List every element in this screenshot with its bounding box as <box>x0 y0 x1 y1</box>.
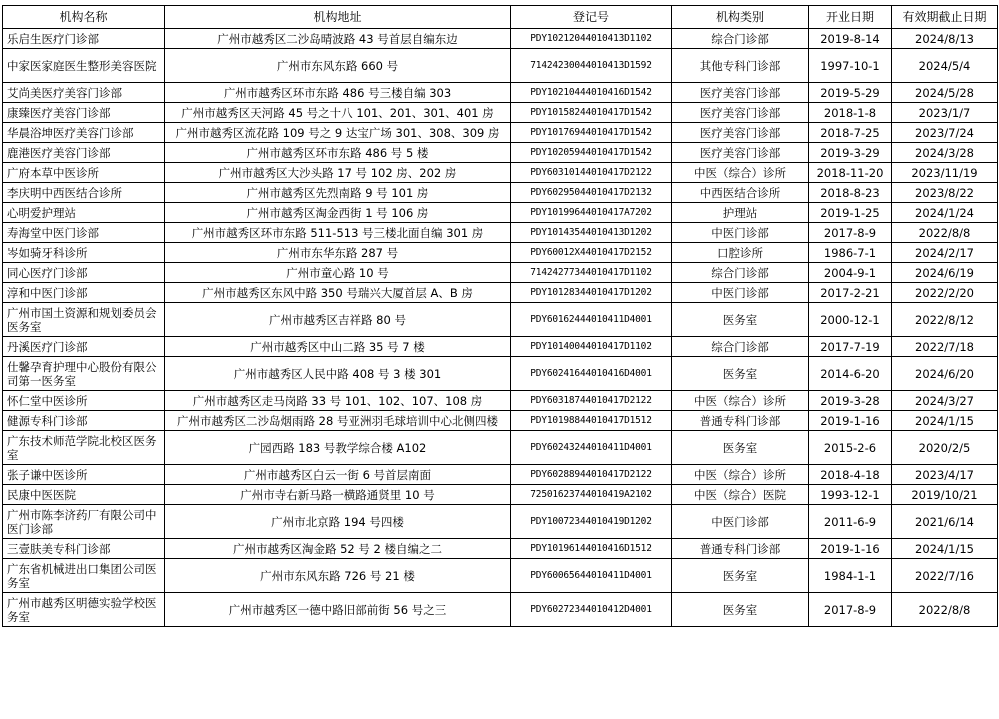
cell-registration-number: PDY10140044010417D1102 <box>511 337 672 357</box>
cell-opening-date: 2019-1-16 <box>809 411 892 431</box>
cell-expiry-date: 2024/2/17 <box>892 243 998 263</box>
cell-institution-name: 鹿港医疗美容门诊部 <box>3 143 165 163</box>
cell-address: 广州市东风东路 726 号 21 楼 <box>165 559 511 593</box>
cell-category: 口腔诊所 <box>672 243 809 263</box>
cell-category: 中医（综合）医院 <box>672 485 809 505</box>
cell-institution-name: 广州市陈李济药厂有限公司中医门诊部 <box>3 505 165 539</box>
cell-address: 广州市越秀区白云一街 6 号首层南面 <box>165 465 511 485</box>
cell-registration-number: 71424230044010413D1592 <box>511 49 672 83</box>
cell-institution-name: 广州市国土资源和规划委员会医务室 <box>3 303 165 337</box>
cell-opening-date: 2019-1-25 <box>809 203 892 223</box>
cell-expiry-date: 2024/3/27 <box>892 391 998 411</box>
cell-category: 医务室 <box>672 559 809 593</box>
cell-institution-name: 中家医家庭医生整形美容医院 <box>3 49 165 83</box>
table-row <box>3 431 998 465</box>
cell-registration-number: PDY10198844010417D1512 <box>511 411 672 431</box>
header-expiry-date: 有效期截止日期 <box>892 6 998 29</box>
cell-registration-number: PDY60295044010417D2132 <box>511 183 672 203</box>
cell-institution-name: 同心医疗门诊部 <box>3 263 165 283</box>
clinic-registry-table <box>2 5 998 627</box>
cell-expiry-date: 2023/7/24 <box>892 123 998 143</box>
cell-category: 医务室 <box>672 593 809 627</box>
cell-address: 广州市越秀区流花路 109 号之 9 达宝广场 301、308、309 房 <box>165 123 511 143</box>
cell-opening-date: 2018-8-23 <box>809 183 892 203</box>
cell-opening-date: 2000-12-1 <box>809 303 892 337</box>
cell-category: 护理站 <box>672 203 809 223</box>
cell-registration-number: PDY10196144010416D1512 <box>511 539 672 559</box>
cell-expiry-date: 2023/4/17 <box>892 465 998 485</box>
table-row <box>3 29 998 49</box>
table-row <box>3 539 998 559</box>
cell-address: 广州市越秀区中山二路 35 号 7 楼 <box>165 337 511 357</box>
table-row <box>3 559 998 593</box>
cell-registration-number: 71424277344010417D1102 <box>511 263 672 283</box>
cell-opening-date: 2019-3-28 <box>809 391 892 411</box>
cell-address: 广园西路 183 号教学综合楼 A102 <box>165 431 511 465</box>
cell-expiry-date: 2022/2/20 <box>892 283 998 303</box>
cell-institution-name: 寿海堂中医门诊部 <box>3 223 165 243</box>
cell-opening-date: 2017-2-21 <box>809 283 892 303</box>
cell-expiry-date: 2022/7/18 <box>892 337 998 357</box>
cell-institution-name: 广州市越秀区明德实验学校医务室 <box>3 593 165 627</box>
table-row <box>3 223 998 243</box>
table-row <box>3 505 998 539</box>
cell-opening-date: 2017-8-9 <box>809 593 892 627</box>
cell-category: 中医（综合）诊所 <box>672 391 809 411</box>
table-header <box>3 6 998 29</box>
cell-address: 广州市越秀区天河路 45 号之十八 101、201、301、401 房 <box>165 103 511 123</box>
cell-registration-number: PDY10210444010416D1542 <box>511 83 672 103</box>
header-institution-category: 机构类别 <box>672 6 809 29</box>
cell-category: 医务室 <box>672 431 809 465</box>
cell-institution-name: 康臻医疗美容门诊部 <box>3 103 165 123</box>
cell-expiry-date: 2024/1/15 <box>892 411 998 431</box>
cell-address: 广州市越秀区二沙岛晴波路 43 号首层自编东边 <box>165 29 511 49</box>
cell-expiry-date: 2021/6/14 <box>892 505 998 539</box>
cell-institution-name: 仕馨孕育护理中心股份有限公司第一医务室 <box>3 357 165 391</box>
cell-opening-date: 2019-8-14 <box>809 29 892 49</box>
cell-institution-name: 心明爱护理站 <box>3 203 165 223</box>
cell-institution-name: 广东技术师范学院北校区医务室 <box>3 431 165 465</box>
cell-expiry-date: 2023/8/22 <box>892 183 998 203</box>
cell-expiry-date: 2019/10/21 <box>892 485 998 505</box>
cell-category: 中医门诊部 <box>672 505 809 539</box>
table-row <box>3 485 998 505</box>
cell-opening-date: 2019-5-29 <box>809 83 892 103</box>
cell-opening-date: 2004-9-1 <box>809 263 892 283</box>
table-row <box>3 357 998 391</box>
table-row <box>3 263 998 283</box>
table-row <box>3 391 998 411</box>
cell-registration-number: PDY60012X44010417D2152 <box>511 243 672 263</box>
table-body <box>3 29 998 627</box>
cell-category: 中西医结合诊所 <box>672 183 809 203</box>
cell-opening-date: 1997-10-1 <box>809 49 892 83</box>
cell-registration-number: PDY60162444010411D4001 <box>511 303 672 337</box>
cell-expiry-date: 2023/11/19 <box>892 163 998 183</box>
cell-registration-number: PDY10199644010417A7202 <box>511 203 672 223</box>
cell-institution-name: 怀仁堂中医诊所 <box>3 391 165 411</box>
cell-address: 广州市越秀区东风中路 350 号瑞兴大厦首层 A、B 房 <box>165 283 511 303</box>
table-row <box>3 337 998 357</box>
cell-category: 综合门诊部 <box>672 29 809 49</box>
cell-category: 医疗美容门诊部 <box>672 143 809 163</box>
cell-opening-date: 2019-3-29 <box>809 143 892 163</box>
cell-address: 广州市东风东路 660 号 <box>165 49 511 83</box>
cell-category: 普通专科门诊部 <box>672 411 809 431</box>
cell-address: 广州市东华东路 287 号 <box>165 243 511 263</box>
header-registration-number: 登记号 <box>511 6 672 29</box>
cell-address: 广州市越秀区环市东路 511-513 号三楼北面自编 301 房 <box>165 223 511 243</box>
cell-category: 普通专科门诊部 <box>672 539 809 559</box>
cell-address: 广州市越秀区吉祥路 80 号 <box>165 303 511 337</box>
cell-address: 广州市越秀区淘金西街 1 号 106 房 <box>165 203 511 223</box>
cell-institution-name: 张子谦中医诊所 <box>3 465 165 485</box>
cell-category: 综合门诊部 <box>672 263 809 283</box>
table-row <box>3 465 998 485</box>
cell-registration-number: PDY10212044010413D1102 <box>511 29 672 49</box>
cell-category: 中医（综合）诊所 <box>672 465 809 485</box>
cell-expiry-date: 2024/6/20 <box>892 357 998 391</box>
table-row <box>3 103 998 123</box>
table-row <box>3 411 998 431</box>
table-row <box>3 163 998 183</box>
cell-institution-name: 健源专科门诊部 <box>3 411 165 431</box>
cell-expiry-date: 2024/1/24 <box>892 203 998 223</box>
header-institution-name: 机构名称 <box>3 6 165 29</box>
header-institution-address: 机构地址 <box>165 6 511 29</box>
cell-registration-number: PDY60243244010411D4001 <box>511 431 672 465</box>
cell-registration-number: PDY10205944010417D1542 <box>511 143 672 163</box>
cell-opening-date: 2018-1-8 <box>809 103 892 123</box>
cell-opening-date: 1986-7-1 <box>809 243 892 263</box>
cell-expiry-date: 2023/1/7 <box>892 103 998 123</box>
cell-opening-date: 2017-7-19 <box>809 337 892 357</box>
cell-institution-name: 丹溪医疗门诊部 <box>3 337 165 357</box>
cell-registration-number: PDY10143544010413D1202 <box>511 223 672 243</box>
cell-address: 广州市越秀区二沙岛烟雨路 28 号亚洲羽毛球培训中心北侧四楼 <box>165 411 511 431</box>
cell-expiry-date: 2022/8/8 <box>892 223 998 243</box>
cell-opening-date: 2019-1-16 <box>809 539 892 559</box>
cell-institution-name: 岑如骑牙科诊所 <box>3 243 165 263</box>
table-row <box>3 83 998 103</box>
table-row <box>3 303 998 337</box>
cell-expiry-date: 2024/5/4 <box>892 49 998 83</box>
table-row <box>3 49 998 83</box>
cell-expiry-date: 2022/8/12 <box>892 303 998 337</box>
header-opening-date: 开业日期 <box>809 6 892 29</box>
table-row <box>3 143 998 163</box>
cell-opening-date: 2015-2-6 <box>809 431 892 465</box>
cell-address: 广州市越秀区先烈南路 9 号 101 房 <box>165 183 511 203</box>
table-row <box>3 593 998 627</box>
cell-address: 广州市越秀区淘金路 52 号 2 楼自编之二 <box>165 539 511 559</box>
cell-opening-date: 1984-1-1 <box>809 559 892 593</box>
cell-category: 医疗美容门诊部 <box>672 83 809 103</box>
cell-registration-number: PDY60241644010416D4001 <box>511 357 672 391</box>
cell-opening-date: 1993-12-1 <box>809 485 892 505</box>
cell-expiry-date: 2020/2/5 <box>892 431 998 465</box>
cell-registration-number: PDY60318744010417D2122 <box>511 391 672 411</box>
cell-expiry-date: 2024/1/15 <box>892 539 998 559</box>
cell-category: 医务室 <box>672 303 809 337</box>
cell-opening-date: 2018-11-20 <box>809 163 892 183</box>
cell-registration-number: PDY60065644010411D4001 <box>511 559 672 593</box>
cell-expiry-date: 2024/8/13 <box>892 29 998 49</box>
cell-registration-number: PDY10128344010417D1202 <box>511 283 672 303</box>
cell-institution-name: 三壹肤美专科门诊部 <box>3 539 165 559</box>
cell-institution-name: 淳和中医门诊部 <box>3 283 165 303</box>
table-row <box>3 183 998 203</box>
table-row <box>3 123 998 143</box>
cell-institution-name: 乐启生医疗门诊部 <box>3 29 165 49</box>
cell-opening-date: 2014-6-20 <box>809 357 892 391</box>
cell-institution-name: 李庆明中西医结合诊所 <box>3 183 165 203</box>
cell-institution-name: 艾尚美医疗美容门诊部 <box>3 83 165 103</box>
header-row <box>3 6 998 29</box>
cell-category: 中医门诊部 <box>672 223 809 243</box>
cell-category: 医疗美容门诊部 <box>672 123 809 143</box>
cell-institution-name: 广府本草中医诊所 <box>3 163 165 183</box>
cell-registration-number: PDY60310144010417D2122 <box>511 163 672 183</box>
cell-address: 广州市越秀区一德中路旧部前街 56 号之三 <box>165 593 511 627</box>
cell-registration-number: PDY10072344010419D1202 <box>511 505 672 539</box>
cell-opening-date: 2018-4-18 <box>809 465 892 485</box>
cell-registration-number: PDY60288944010417D2122 <box>511 465 672 485</box>
cell-registration-number: PDY10176944010417D1542 <box>511 123 672 143</box>
cell-address: 广州市越秀区环市东路 486 号 5 楼 <box>165 143 511 163</box>
cell-address: 广州市寺右新马路一横路通贤里 10 号 <box>165 485 511 505</box>
cell-address: 广州市越秀区走马岗路 33 号 101、102、107、108 房 <box>165 391 511 411</box>
cell-registration-number: 72501623744010419A2102 <box>511 485 672 505</box>
cell-address: 广州市越秀区环市东路 486 号三楼自编 303 <box>165 83 511 103</box>
cell-opening-date: 2011-6-9 <box>809 505 892 539</box>
cell-expiry-date: 2024/5/28 <box>892 83 998 103</box>
cell-expiry-date: 2022/7/16 <box>892 559 998 593</box>
table-row <box>3 243 998 263</box>
cell-category: 其他专科门诊部 <box>672 49 809 83</box>
cell-category: 综合门诊部 <box>672 337 809 357</box>
table-row <box>3 203 998 223</box>
cell-category: 中医（综合）诊所 <box>672 163 809 183</box>
cell-category: 医疗美容门诊部 <box>672 103 809 123</box>
cell-category: 中医门诊部 <box>672 283 809 303</box>
cell-address: 广州市北京路 194 号四楼 <box>165 505 511 539</box>
cell-expiry-date: 2022/8/8 <box>892 593 998 627</box>
cell-expiry-date: 2024/3/28 <box>892 143 998 163</box>
table-row <box>3 283 998 303</box>
cell-expiry-date: 2024/6/19 <box>892 263 998 283</box>
cell-address: 广州市越秀区大沙头路 17 号 102 房、202 房 <box>165 163 511 183</box>
cell-address: 广州市童心路 10 号 <box>165 263 511 283</box>
cell-category: 医务室 <box>672 357 809 391</box>
cell-institution-name: 广东省机械进出口集团公司医务室 <box>3 559 165 593</box>
cell-institution-name: 华晨浴坤医疗美容门诊部 <box>3 123 165 143</box>
cell-registration-number: PDY60272344010412D4001 <box>511 593 672 627</box>
cell-opening-date: 2017-8-9 <box>809 223 892 243</box>
cell-opening-date: 2018-7-25 <box>809 123 892 143</box>
cell-registration-number: PDY10158244010417D1542 <box>511 103 672 123</box>
cell-address: 广州市越秀区人民中路 408 号 3 楼 301 <box>165 357 511 391</box>
cell-institution-name: 民康中医医院 <box>3 485 165 505</box>
